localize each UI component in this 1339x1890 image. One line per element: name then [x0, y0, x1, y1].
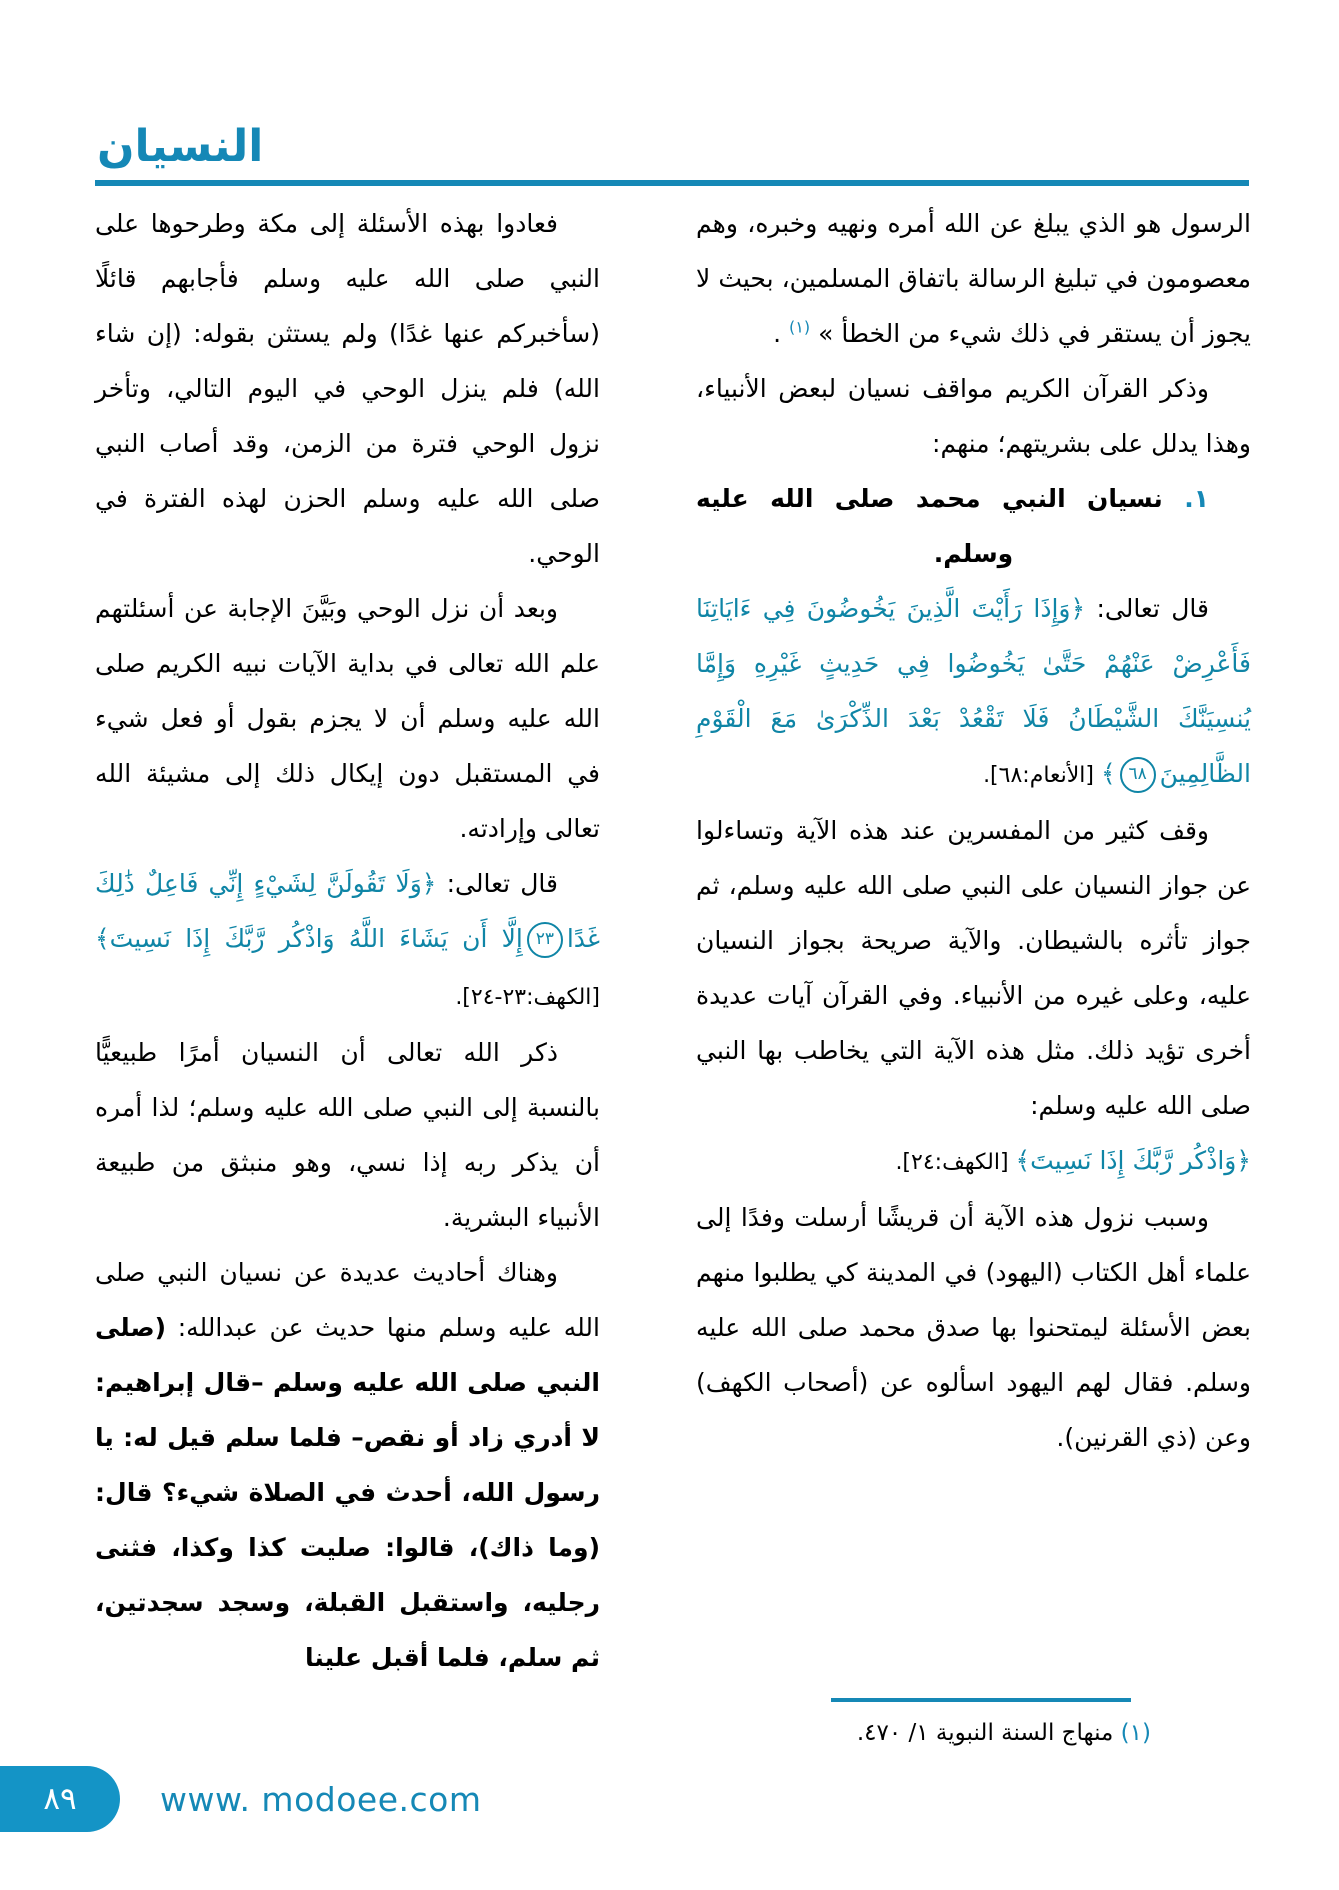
text-segment: ١.	[1162, 484, 1210, 513]
footnote-reference-icon: (١)	[789, 317, 811, 337]
paragraph-sabab-nuzul	[696, 1190, 1251, 1465]
quran-verse: إِلَّا أَن يَشَاءَ اللَّهُ وَاذْكُر رَّبَّكَ إِذَا نَسِيتَ﴾	[95, 924, 523, 953]
text-segment: قال تعالى:	[1085, 594, 1209, 623]
ayah-number-badge: ٢٣	[527, 922, 563, 958]
paragraph-verse-kahf23-24	[95, 856, 600, 1025]
text-segment: قال تعالى:	[436, 869, 559, 898]
page-number-pill	[0, 1766, 120, 1832]
column-right	[696, 196, 1251, 1754]
text-segment: نسيان النبي محمد صلى الله عليه وسلم.	[696, 484, 1163, 568]
column-right-body	[696, 196, 1251, 1465]
paragraph-quran-mawaqif	[696, 361, 1251, 471]
paragraph-dhakar-allah	[95, 1025, 600, 1245]
verse-reference: [الأنعام:٦٨].	[983, 763, 1101, 788]
column-left-body	[95, 196, 600, 1685]
text-columns	[95, 196, 1251, 1754]
text-segment: ذكر الله تعالى أن النسيان أمرًا طبيعيًّا بالنسبة إلى النبي صلى الله عليه وسلم؛ لذا أمره أن يذكر ربه إذا نسي، وهو منبثق من طبيعة الأنبياء البشرية.	[95, 1038, 600, 1232]
website-url: www. modoee.com	[160, 1780, 482, 1819]
column-left	[95, 196, 600, 1754]
text-segment: فعادوا بهذه الأسئلة إلى مكة وطرحوها على النبي صلى الله عليه وسلم فأجابهم قائلًا (سأخبركم عنها غدًا) ولم يستثن بقوله: (إن شاء الله) فلم ينزل الوحي في اليوم التالي، وتأخر نزول الوحي فترة من الزمن، وقد أصاب النبي صلى الله عليه وسلم الحزن لهذه الفترة في الوحي.	[95, 209, 600, 568]
paragraph-faadu	[95, 196, 600, 581]
page-header	[95, 0, 1249, 186]
quran-verse: ﴿وَإِذَا رَأَيْتَ الَّذِينَ يَخُوضُونَ فِي ءَايَاتِنَا فَأَعْرِضْ عَنْهُمْ حَتَّىٰ يَخُوضُوا فِي حَدِيثٍ غَيْرِهِ وَإِمَّا يُنسِيَنَّكَ الشَّيْطَانُ فَلَا تَقْعُدْ بَعْدَ الذِّكْرَىٰ مَعَ الْقَوْمِ الظَّالِمِينَ	[696, 594, 1251, 788]
footnote-separator	[831, 1698, 1131, 1702]
footnote-marker: (١)	[1120, 1720, 1151, 1746]
verse-reference: [الكهف:٢٤].	[895, 1150, 1016, 1175]
text-segment: وذكر القرآن الكريم مواقف نسيان لبعض الأنبياء، وهذا يدلل على بشريتهم؛ منهم:	[696, 374, 1251, 458]
footnote-body: منهاج السنة النبوية ١/ ٤٧٠.	[856, 1720, 1121, 1746]
quran-verse: ﴿وَاذْكُر رَّبَّكَ إِذَا نَسِيتَ﴾	[1015, 1146, 1251, 1175]
text-segment: الرسول هو الذي يبلغ عن الله أمره ونهيه وخبره، وهم معصومون في تبليغ الرسالة باتفاق المسلمين، بحيث لا يجوز أن يستقر في ذلك شيء من الخطأ »	[696, 209, 1251, 348]
footnote-text	[696, 1712, 1251, 1754]
verse-reference: [الكهف:٢٣-٢٤].	[455, 985, 600, 1010]
text-segment: وبعد أن نزل الوحي وبَيَّنَ الإجابة عن أسئلتهم علم الله تعالى في بداية الآيات نبيه الكريم صلى الله عليه وسلم أن لا يجزم بقول أو فعل شيء في المستقبل دون إيكال ذلك إلى مشيئة الله تعالى وإرادته.	[95, 594, 600, 843]
text-segment: وهناك أحاديث عديدة عن نسيان النبي صلى الله عليه وسلم منها حديث عن عبدالله:	[95, 1258, 600, 1342]
paragraph-mufassirin	[696, 803, 1251, 1133]
heading-nisyan-alnabi	[696, 471, 1251, 581]
paragraph-baad-nazala	[95, 581, 600, 856]
page-title: النسيان	[97, 121, 264, 172]
text-segment: وقف كثير من المفسرين عند هذه الآية وتساءلوا عن جواز النسيان على النبي صلى الله عليه وسلم، ثم جواز تأثره بالشيطان. والآية صريحة بجواز النسيان عليه، وعلى غيره من الأنبياء. وفي القرآن آيات عديدة أخرى تؤيد ذلك. مثل هذه الآية التي يخاطب بها النبي صلى الله عليه وسلم:	[696, 816, 1251, 1120]
text-segment: .	[773, 319, 790, 348]
footnote	[696, 1698, 1251, 1754]
page-number: ٨٩	[43, 1781, 77, 1817]
paragraph-hadith	[95, 1245, 600, 1685]
paragraph-verse-kahf24	[696, 1133, 1251, 1190]
quran-verse: ﴾	[1101, 759, 1116, 788]
ayah-number-badge: ٦٨	[1120, 757, 1156, 793]
text-segment: (صلى النبي صلى الله عليه وسلم –قال إبراهيم: لا أدري زاد أو نقص– فلما سلم قيل له: يا رسول الله، أحدث في الصلاة شيء؟ قال: (وما ذاك)، قالوا: صليت كذا وكذا، فثنى رجليه، واستقبل القبلة، وسجد سجدتين، ثم سلم، فلما أقبل علينا	[95, 1313, 600, 1672]
text-segment: وسبب نزول هذه الآية أن قريشًا أرسلت وفدًا إلى علماء أهل الكتاب (اليهود) في المدينة كي يطلبوا منهم بعض الأسئلة ليمتحنوا بها صدق محمد صلى الله عليه وسلم. فقال لهم اليهود اسألوه عن (أصحاب الكهف) وعن (ذي القرنين).	[696, 1203, 1251, 1452]
paragraph-rasul	[696, 196, 1251, 361]
paragraph-verse-anam	[696, 581, 1251, 803]
quran-verse: ﴿وَلَا تَقُولَنَّ لِشَيْءٍ إِنِّي فَاعِلٌ ذَٰلِكَ غَدًا	[95, 869, 600, 953]
